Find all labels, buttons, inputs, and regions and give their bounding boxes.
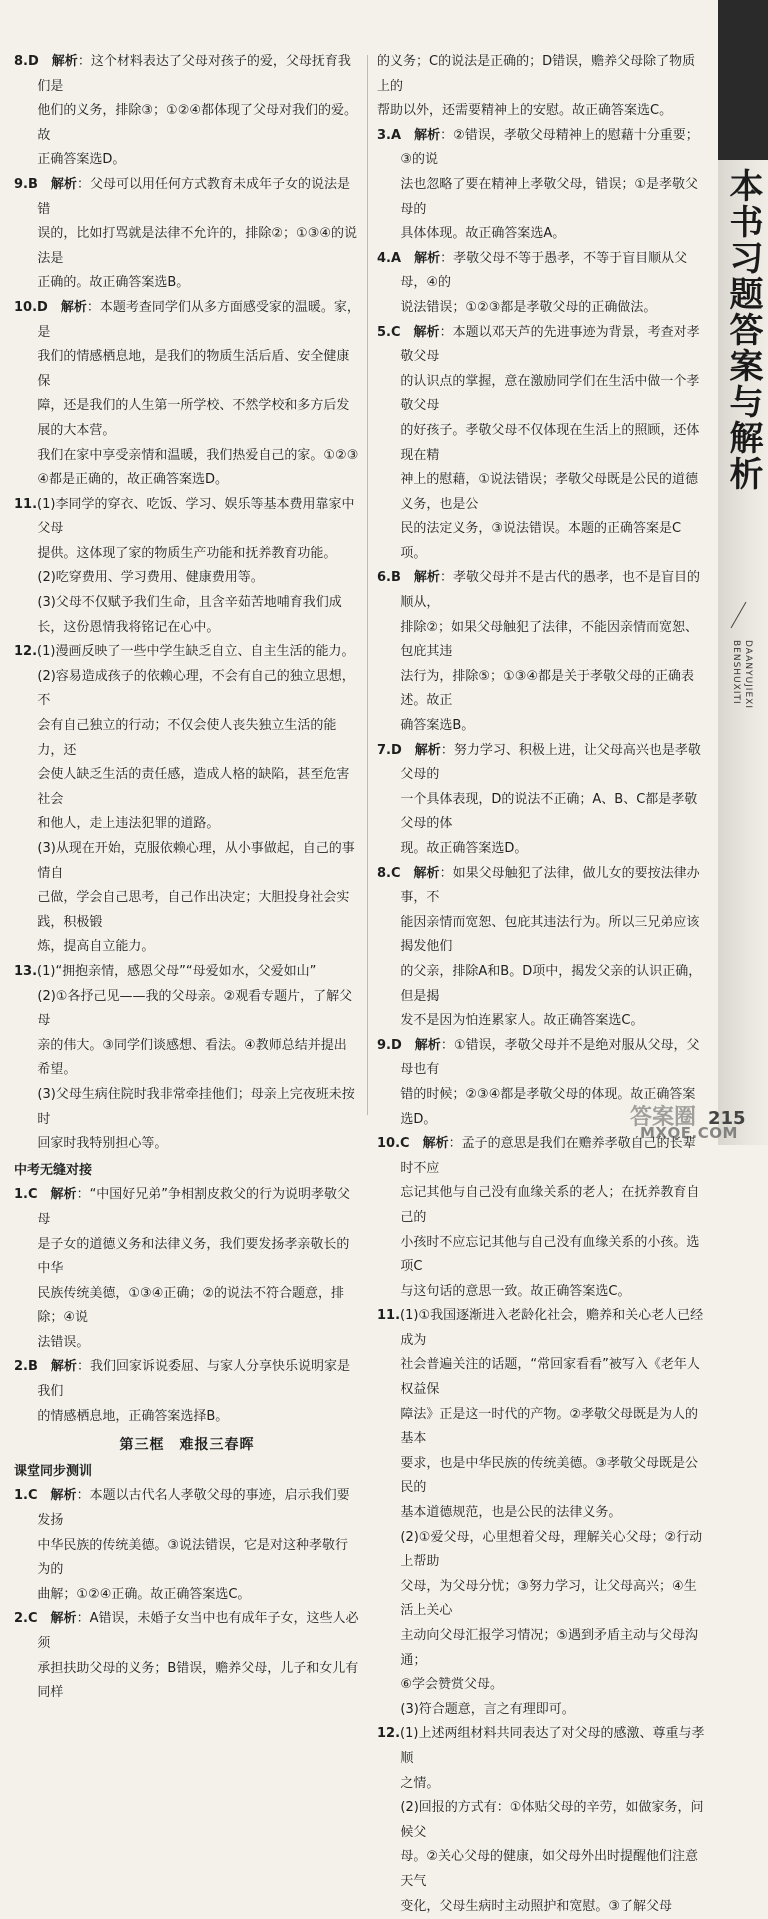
side-tab-dark-block — [718, 0, 768, 160]
side-divider-slash — [731, 602, 747, 628]
class-item-10 — [377, 1132, 707, 1304]
class-item-2-continued — [377, 50, 707, 124]
answer-text: 我们在家中享受亲情和温暖，我们热爱自己的家。①②③ — [37, 447, 359, 463]
answer-text: ：孝敬父母并不是古代的愚孝，也不是盲目的顺从， — [400, 570, 700, 611]
answer-text: 我们的情感栖息地，是我们的物质生活后盾、安全健康保 — [37, 349, 350, 389]
answer-text: ：如果父母触犯了法律，做儿女的要按法律办事，不 — [400, 865, 700, 906]
analysis-label: 解析 — [414, 742, 441, 758]
answer-text: 己做，学会自己思考，自己作出决定；大胆投身社会实践，积极锻 — [37, 890, 350, 930]
side-tab — [718, 0, 768, 1145]
answer-text: ⑥学会赞赏父母。 — [400, 1677, 504, 1693]
answer-item-12 — [14, 640, 360, 960]
answer-item-11 — [14, 493, 360, 641]
section-heading-class: 课堂同步测训 — [14, 1463, 93, 1479]
answer-text: (3)从现在开始，克服依赖心理，从小事做起，自己的事情自 — [37, 841, 355, 881]
answer-text: 亲的伟大。③同学们谈感想、看法。④教师总结并提出 — [37, 1037, 347, 1053]
answer-text: 会使人缺乏生活的责任感，造成人格的缺陷，甚至危害社会 — [37, 767, 350, 807]
answer-text: ：这个材料表达了父母对孩子的爱，父母抚育我们是 — [37, 54, 351, 94]
answer-text: ：A错误，未婚子女当中也有成年子女，这些人必须 — [37, 1611, 359, 1651]
answer-text: (2)回报的方式有：①体贴父母的辛劳，如做家务，问候父 — [400, 1800, 704, 1840]
answer-text: 的父亲，排除A和B。D项中，揭发父亲的认识正确，但是揭 — [400, 963, 702, 1004]
answer-text: 确答案选B。 — [400, 718, 475, 734]
answer-text: ：“中国好兄弟”争相割皮救父的行为说明孝敬父母 — [37, 1187, 351, 1227]
answer-text: 的情感栖息地，正确答案选择B。 — [37, 1408, 229, 1424]
class-item-5 — [377, 321, 707, 567]
item-number: 11. — [377, 1308, 401, 1324]
answer-text: 法错误。 — [37, 1334, 90, 1350]
answer-text: 现。故正确答案选D。 — [400, 841, 528, 856]
answer-text: 希望。 — [37, 1062, 77, 1078]
analysis-label: 解析 — [50, 176, 77, 192]
answer-text: 主动向父母汇报学习情况；⑤遇到矛盾主动与父母沟通； — [400, 1628, 699, 1668]
answer-text: (2)容易造成孩子的依赖心理，不会有自己的独立思想，不 — [37, 668, 355, 709]
answer-text: ：②错误，孝敬父母精神上的慰藉十分重要；③的说 — [400, 127, 699, 168]
class-item-11 — [377, 1304, 707, 1722]
watermark-logo: 答案圈 — [630, 1105, 697, 1130]
left-column — [14, 50, 360, 1706]
answer-text: (2)①爱父母，心里想着父母，理解关心父母；②行动上帮助 — [400, 1529, 703, 1570]
answer-text: 基本道德规范，也是公民的法律义务。 — [400, 1505, 622, 1521]
answer-text: 具体体现。故正确答案选A。 — [400, 226, 566, 242]
side-latin-1: BENSHUXITI — [731, 640, 741, 705]
answer-text: 民族传统美德，①③④正确；②的说法不符合题意，排除；④说 — [37, 1285, 345, 1326]
analysis-label: 解析 — [413, 324, 440, 340]
analysis-label: 解析 — [422, 1136, 449, 1152]
item-number: 1.C — [14, 1187, 38, 1203]
analysis-label: 解析 — [414, 127, 441, 143]
class-item-4 — [377, 247, 707, 321]
side-title: 本书习题答案与解析 — [723, 168, 763, 492]
answer-text: 回家时我特别担心等。 — [37, 1136, 168, 1152]
answer-text: 提供。这体现了家的物质生产功能和抚养教育功能。 — [37, 545, 337, 561]
answer-text: (1)李同学的穿衣、吃饭、学习、娱乐等基本费用靠家中父母 — [37, 496, 355, 537]
analysis-label: 解析 — [60, 299, 87, 315]
answer-text: ：本题考查同学们从多方面感受家的温暖。家，是 — [37, 299, 360, 340]
answer-text: ：本题以古代名人孝敬父母的事迹，启示我们要发扬 — [37, 1488, 350, 1529]
answer-text: ④都是正确的，故正确答案选D。 — [37, 472, 229, 488]
item-number: 8.C — [377, 865, 401, 881]
analysis-label: 解析 — [413, 865, 440, 881]
item-number: 2.C — [14, 1611, 38, 1627]
answer-text: 障，还是我们的人生第一所学校、不然学校和多方后发展的大本营。 — [37, 398, 350, 438]
analysis-label: 解析 — [414, 1037, 441, 1053]
item-number: 8.D — [14, 54, 39, 69]
answer-text: ：本题以邓天芦的先进事迹为背景，考查对孝敬父母 — [400, 324, 700, 365]
analysis-label: 解析 — [51, 54, 78, 69]
answer-text: 一个具体表现，D的说法不正确；A、B、C都是孝敬父母的体 — [400, 791, 698, 832]
answer-item-13 — [14, 960, 360, 1157]
analysis-label: 解析 — [50, 1611, 77, 1627]
class-item-1 — [14, 1484, 360, 1607]
lesson-title: 第三框 难报三春晖 — [119, 1437, 255, 1454]
answer-text: ：父母可以用任何方式教育未成年子女的说法是错 — [37, 176, 350, 217]
right-column — [377, 50, 707, 1919]
answer-text: (3)父母生病住院时我非常牵挂他们；母亲上完夜班未按时 — [37, 1086, 355, 1127]
answer-text: 是子女的道德义务和法律义务，我们要发扬孝亲敬长的中华 — [37, 1236, 350, 1277]
item-number: 12. — [377, 1726, 401, 1742]
answer-text: 正确答案选D。 — [37, 152, 126, 168]
column-divider — [367, 55, 368, 1115]
answer-text: 父母，为父母分忧；③努力学习，让父母高兴；④生活上关心 — [400, 1578, 697, 1619]
answer-text: 长，这份恩情我将铭记在心中。 — [37, 619, 220, 635]
item-number: 10.C — [377, 1136, 410, 1152]
answer-text: 曲解；①②④正确。故正确答案选C。 — [37, 1586, 251, 1602]
analysis-label: 解析 — [50, 1187, 77, 1203]
analysis-label: 解析 — [413, 570, 440, 586]
answer-text: 小孩时不应忘记其他与自己没有血缘关系的小孩。选项C — [400, 1234, 700, 1275]
class-item-8 — [377, 862, 707, 1034]
answer-text: 和他人，走上违法犯罪的道路。 — [37, 816, 220, 832]
answer-text: 忘记其他与自己没有血缘关系的老人；在抚养教育自己的 — [400, 1185, 700, 1225]
answer-text: (2)吃穿费用、学习费用、健康费用等。 — [37, 570, 264, 586]
answer-item-9 — [14, 173, 360, 296]
analysis-label: 解析 — [50, 1488, 77, 1504]
answer-text: 承担扶助父母的义务；B错误，赡养父母，儿子和女儿有同样 — [37, 1660, 359, 1701]
answer-text: ：努力学习、积极上进，让父母高兴也是孝敬父母的 — [400, 742, 701, 783]
analysis-label: 解析 — [50, 1359, 77, 1375]
item-number: 10.D — [14, 299, 48, 315]
item-number: 5.C — [377, 324, 401, 340]
answer-text: ：①错误，孝敬父母并不是绝对服从父母，父母也有 — [400, 1037, 700, 1078]
answer-text: 母。②关心父母的健康，如父母外出时提醒他们注意天气 — [400, 1849, 699, 1889]
answer-text: 民的法定义务，③说法错误。本题的正确答案是C项。 — [400, 521, 682, 561]
answer-text: ：孝敬父母不等于愚孝，不等于盲目顺从父母，④的 — [400, 250, 688, 291]
answer-text: 炼，提高自立能力。 — [37, 939, 155, 955]
item-number: 4.A — [377, 250, 402, 266]
item-number: 12. — [14, 644, 38, 660]
answer-text: 法行为，排除⑤；①③④都是关于孝敬父母的正确表述。故正 — [400, 668, 695, 709]
answer-text: (3)符合题意，言之有理即可。 — [400, 1701, 575, 1717]
side-latin-2: DAANYUJIEXI — [743, 640, 753, 709]
answer-text: 神上的慰藉，①说法错误；孝敬父母既是公民的道德义务，也是公 — [400, 472, 699, 512]
answer-text: 误的，比如打骂就是法律不允许的，排除②；①③④的说法是 — [37, 226, 358, 266]
answer-text: 与这句话的意思一致。故正确答案选C。 — [400, 1283, 631, 1299]
answer-text: 社会普遍关注的话题，“常回家看看”被写入《老年人权益保 — [400, 1357, 700, 1398]
item-number: 9.B — [14, 176, 38, 192]
answer-text: (3)父母不仅赋予我们生命，且含辛茹苦地哺育我们成 — [37, 595, 342, 611]
answer-text: 中华民族的传统美德。③说法错误，它是对这种孝敬行为的 — [37, 1537, 349, 1578]
answer-item-10 — [14, 296, 360, 493]
answer-text: 障法》正是这一时代的产物。②孝敬父母既是为人的基本 — [400, 1406, 699, 1447]
class-item-6 — [377, 566, 707, 738]
exam-item-1 — [14, 1183, 360, 1355]
page-number: 215 — [708, 1108, 746, 1129]
answer-text: 变化，父母生病时主动照护和宽慰。③了解父母 — [400, 1898, 673, 1914]
answer-text: ：孟子的意思是我们在赡养孝敬自己的长辈时不应 — [400, 1136, 696, 1176]
item-number: 6.B — [377, 570, 401, 586]
answer-text: 说法错误；①②③都是孝敬父母的正确做法。 — [400, 299, 657, 315]
answer-text: ：我们回家诉说委屈、与家人分享快乐说明家是我们 — [37, 1359, 350, 1400]
answer-text: 法也忽略了要在精神上孝敬父母，错误；①是孝敬父母的 — [400, 176, 699, 217]
watermark-url: MXQE.COM — [640, 1124, 738, 1142]
answer-text: 的好孩子。孝敬父母不仅体现在生活上的照顾，还体现在精 — [400, 422, 700, 463]
item-number: 13. — [14, 963, 38, 979]
class-item-12 — [377, 1722, 707, 1919]
item-number: 3.A — [377, 127, 402, 143]
answer-text: 排除②；如果父母触犯了法律，不能因亲情而宽恕、包庇其违 — [400, 619, 699, 660]
class-item-7 — [377, 739, 707, 862]
item-number: 9.D — [377, 1037, 402, 1053]
item-number: 11. — [14, 496, 38, 512]
answer-text: 的认识点的掌握，意在激励同学们在生活中做一个孝敬父母 — [400, 373, 700, 414]
answer-text: (1)“拥抱亲情，感恩父母”“母爱如水，父爱如山” — [37, 963, 317, 979]
answer-text: 错的时候；②③④都是孝敬父母的体现。故正确答案选D。 — [400, 1086, 696, 1127]
answer-text: 发不是因为怕连累家人。故正确答案选C。 — [400, 1013, 644, 1029]
answer-item-8 — [14, 50, 360, 173]
answer-text: 能因亲情而宽恕、包庇其违法行为。所以三兄弟应该揭发他们 — [400, 914, 700, 955]
class-item-2 — [14, 1607, 360, 1705]
answer-text: (2)①各抒己见——我的父母亲。②观看专题片，了解父母 — [37, 988, 353, 1029]
answer-text: (1)漫画反映了一些中学生缺乏自立、自主生活的能力。 — [37, 644, 355, 660]
answer-text: 他们的义务，排除③；①②④都体现了父母对我们的爱。故 — [37, 103, 358, 143]
analysis-label: 解析 — [414, 250, 441, 266]
answer-text: 会有自己独立的行动；不仅会使人丧失独立生活的能力，还 — [37, 718, 337, 758]
answer-text: 之情。 — [400, 1775, 440, 1791]
item-number: 7.D — [377, 742, 402, 758]
class-item-3 — [377, 124, 707, 247]
section-heading-exam: 中考无缝对接 — [14, 1162, 93, 1178]
answer-text: (1)①我国逐渐进入老龄化社会，赡养和关心老人已经成为 — [400, 1308, 704, 1348]
answer-text: (1)上述两组材料共同表达了对父母的感激、尊重与孝顺 — [400, 1726, 705, 1766]
item-number: 1.C — [14, 1488, 38, 1504]
exam-item-2 — [14, 1355, 360, 1429]
answer-text: 帮助以外，还需要精神上的安慰。故正确答案选C。 — [377, 103, 673, 119]
answer-text: 的义务；C的说法是正确的；D错误，赡养父母除了物质上的 — [377, 54, 696, 94]
answer-text: 正确的。故正确答案选B。 — [37, 275, 190, 291]
answer-text: 要求，也是中华民族的传统美德。③孝敬父母既是公民的 — [400, 1455, 699, 1496]
item-number: 2.B — [14, 1359, 38, 1375]
